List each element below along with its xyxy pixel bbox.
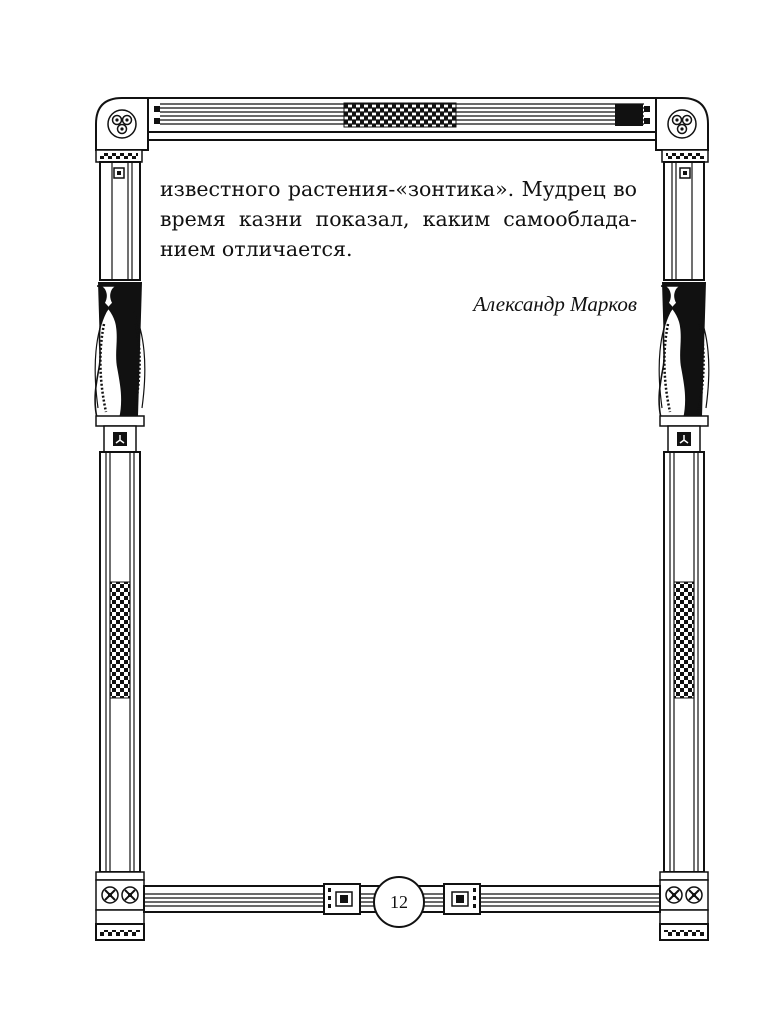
- top-left-corner: [96, 98, 148, 162]
- top-border: [148, 98, 656, 140]
- text-line: нием отличается.: [160, 237, 353, 261]
- author-signature: Александр Марков: [473, 292, 637, 316]
- top-right-corner: [656, 98, 708, 162]
- right-column: [659, 162, 709, 940]
- page-number: 12: [390, 891, 408, 912]
- left-column: [95, 162, 145, 940]
- text-line: известного растения-«зонтика». Мудрец во: [160, 177, 637, 201]
- body-text: [160, 174, 637, 264]
- text-line: время казни показал, каким самооблада-: [160, 207, 637, 231]
